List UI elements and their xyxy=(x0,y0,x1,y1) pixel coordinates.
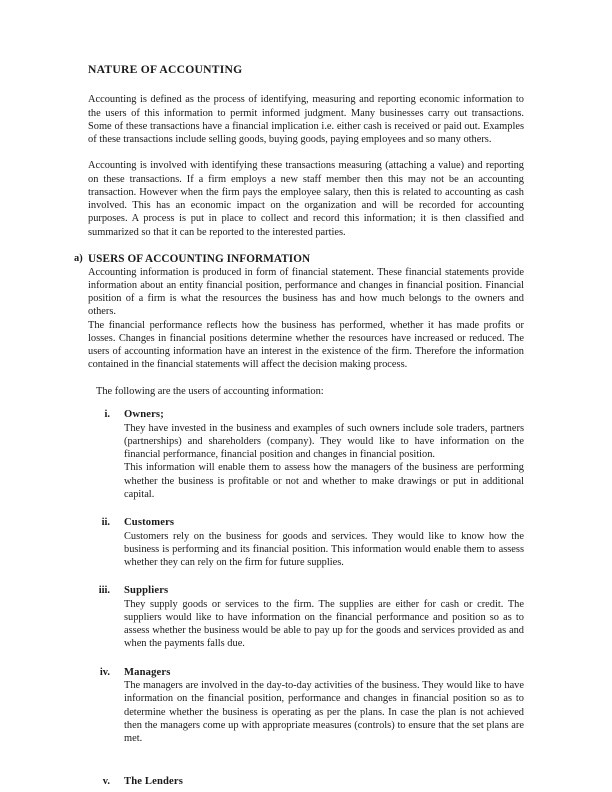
list-item-paragraph: They have invested in the business and examples of such owners include sole traders, partners (partnerships) and shareholders (company). They would like to have information on the financial performance, financial position and changes in financial position. xyxy=(124,422,524,461)
list-item xyxy=(74,516,524,569)
list-item-paragraph: They supply goods or services to the firm. The supplies are either for cash or credit. The suppliers would like to have information on the financial performance and position so as to assess whether the business would be able to pay up for the goods and services provided as and when the payments falls due. xyxy=(124,598,524,650)
section-users-of-accounting-information xyxy=(74,252,524,789)
list-item-paragraph: The managers are involved in the day-to-day activities of the business. They would like to have information on the financial position, performance and changes in financial position so as to determine whether the business is operating as per the plans. In case the plan is not achieved then the managers come up with appropriate measures (controls) to ensure that the set plans are met. xyxy=(124,680,524,744)
section-heading-text: USERS OF ACCOUNTING INFORMATION xyxy=(88,252,311,265)
list-item-paragraph: Customers rely on the business for goods and services. They would like to know how the business is performing and its financial position. This information would enable them to assess whether they can rely on the firm for future supplies. xyxy=(124,530,524,568)
list-item-marker: v. xyxy=(102,776,110,788)
list-item-marker: iv. xyxy=(99,666,110,678)
list-item-paragraph: This information will enable them to assess how the managers of the business are performing whether the business is profitable or not and whether to make drawings or put in additional capital. xyxy=(124,462,524,500)
list-item-marker: ii. xyxy=(101,516,110,528)
list-item-body xyxy=(124,530,524,570)
list-item-title: The Lenders xyxy=(124,776,184,788)
list-item-title: Suppliers xyxy=(124,585,169,597)
list-item-body xyxy=(124,422,524,501)
section-marker: a) xyxy=(74,252,83,264)
section-paragraph-2: The financial performance reflects how the business has performed, whether it has made profits or losses. Changes in financial positions determine whether the resources have increased or reduced. The users of accounting information have an interest in the existence of the firm. Therefore the information contained in the financial statements will affect the decision making process. xyxy=(88,319,524,371)
list-item-title: Managers xyxy=(124,666,171,678)
intro-paragraph-1: Accounting is defined as the process of identifying, measuring and reporting economic information to the users of this information to permit informed judgment. Many businesses carry out transactions. Some of these transactions have a financial implication i.e. either cash is received or paid out. Examples of these transactions include selling goods, buying goods, paying employees and so many others. xyxy=(88,94,524,146)
list-item xyxy=(74,775,524,789)
list-item xyxy=(74,666,524,746)
users-list xyxy=(74,408,524,789)
list-item-body xyxy=(124,679,524,745)
list-intro-text: The following are the users of accounting information: xyxy=(96,385,324,397)
list-item-marker: i. xyxy=(104,409,110,421)
list-item xyxy=(74,584,524,650)
list-item-title: Customers xyxy=(124,516,175,528)
list-item-title: Owners; xyxy=(124,409,164,421)
list-item-body xyxy=(124,598,524,651)
intro-paragraph-2: Accounting is involved with identifying these transactions measuring (attaching a value) and reporting on these transactions. If a firm employs a new staff member then this may not be an accounting transaction. However when the firm pays the employee salary, then this is related to accounting as cash involved. This has an economic impact on the organization and will be recorded for accounting purposes. A process is put in place to collect and record this information; it is then classified and summarized so that it can be reported to the interested parties. xyxy=(88,160,524,238)
section-body xyxy=(88,266,524,372)
section-paragraph-1: Accounting information is produced in form of financial statement. These financial statements provide information about an entity financial position, performance and changes in financial position. Financial position of a firm is what the resources the business has and how much belongs to the owners and others. xyxy=(88,266,524,318)
page-title: NATURE OF ACCOUNTING xyxy=(88,63,243,76)
list-item xyxy=(74,408,524,501)
section-heading xyxy=(74,252,524,266)
list-item-marker: iii. xyxy=(98,585,110,597)
